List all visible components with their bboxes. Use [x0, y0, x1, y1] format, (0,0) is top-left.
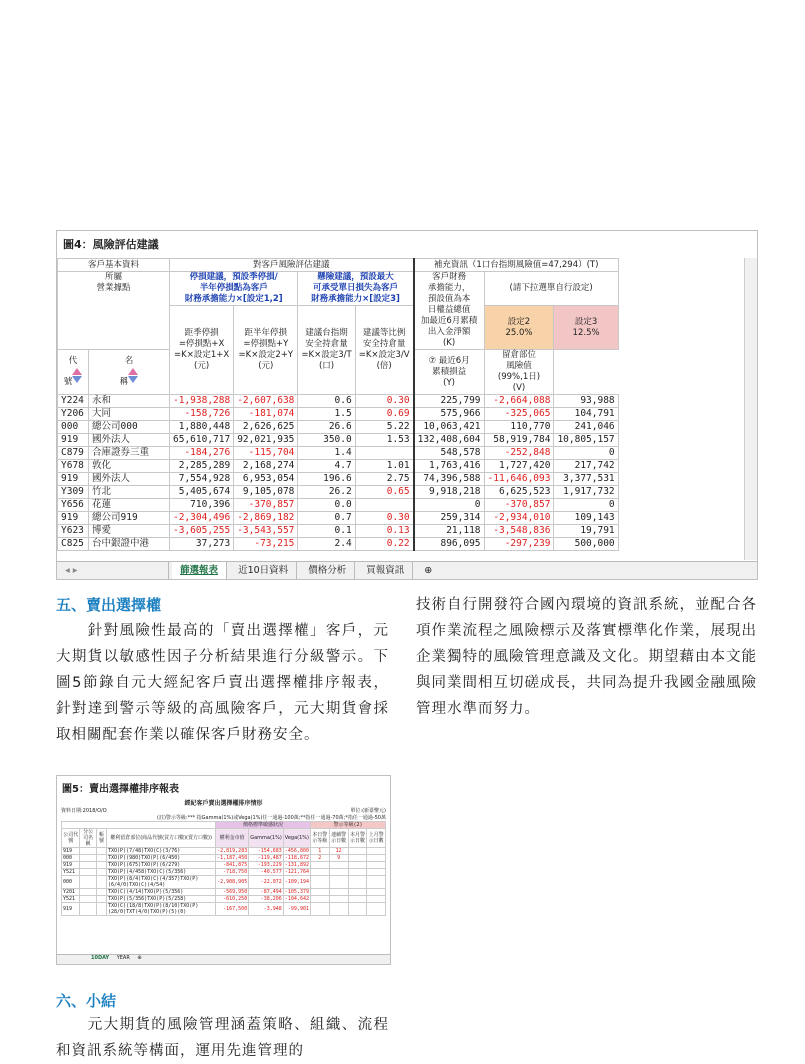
- header-name: 名 稱: [89, 350, 170, 395]
- cell-c6: 1,727,420: [484, 460, 554, 473]
- cell-name: 博愛: [89, 525, 170, 538]
- cell-c7: 500,000: [554, 538, 618, 551]
- cell-c3: 350.0: [298, 434, 355, 447]
- cell-c2: -2,869,182: [234, 512, 298, 525]
- col-header: 上月警示日數: [367, 829, 386, 848]
- cell-b: [329, 896, 348, 903]
- group-eval: 對客戶風險評估建議: [170, 259, 414, 272]
- cell-c5: 1,763,416: [414, 460, 484, 473]
- cell-c2: -73,215: [234, 538, 298, 551]
- header-c3: 建議台指期 安全持倉量 =K×設定3/T (口): [298, 306, 355, 395]
- cell-v: -105,379: [284, 889, 309, 895]
- table-row[interactable]: [62, 848, 386, 855]
- cell-c3: 1.4: [298, 447, 355, 460]
- cell-c2: -3,543,557: [234, 525, 298, 538]
- sort-arrows-icon[interactable]: [72, 367, 82, 384]
- cell-c4: [355, 447, 413, 460]
- cell-c7: 93,988: [554, 395, 618, 408]
- cell-v: -131,892: [284, 862, 309, 868]
- cell-prem: -841,875: [216, 862, 249, 869]
- cell-c4: [355, 499, 413, 512]
- cell-co: 919: [62, 862, 80, 869]
- cell-c2: 92,021,935: [234, 434, 298, 447]
- report-unit: 單位:(新臺幣元): [350, 808, 386, 814]
- table-row[interactable]: [58, 447, 619, 460]
- cell-c7: 10,805,157: [554, 434, 618, 447]
- cell-c7: 217,742: [554, 460, 618, 473]
- cell-acct: [96, 896, 106, 903]
- cell-c3: 2.4: [298, 538, 355, 551]
- cell-name: 台中銀證中港: [89, 538, 170, 551]
- cell-prem: -718,750: [216, 869, 249, 876]
- table-row[interactable]: [62, 896, 386, 903]
- col-header: 權利留倉部位(商品代號(買方口數)(賣方口數)): [107, 829, 216, 848]
- cell-c4: 1.01: [355, 460, 413, 473]
- cell-a: [310, 862, 329, 869]
- tab-filter-report[interactable]: 篩選報表: [172, 562, 227, 579]
- table-row[interactable]: [58, 473, 619, 486]
- cell-c2: -181,074: [234, 408, 298, 421]
- col-header: Vega(1%): [283, 829, 310, 848]
- table-row[interactable]: [62, 876, 386, 889]
- cell-name: 合庫證券三重: [89, 447, 170, 460]
- cell-a: [310, 876, 329, 889]
- cell-a: 2: [310, 855, 329, 862]
- cell-l: [367, 848, 386, 855]
- report-legend: (註)警示等級:*** 指Gamma(1%)或Vega(1%)任一通過-100萬;**指任一通過-70萬;*指任一通過-50萬: [157, 815, 386, 821]
- figure-5-tabs: [57, 954, 390, 964]
- cell-m: [348, 889, 367, 896]
- cell-pos: TXO(C)(4/14)TXO(P)(5/356): [107, 889, 216, 896]
- cell-c5: 225,799: [414, 395, 484, 408]
- cell-c2: -2,607,638: [234, 395, 298, 408]
- cell-c2: 9,105,078: [234, 486, 298, 499]
- sheet-tabs: [57, 561, 757, 579]
- cell-c5: 21,118: [414, 525, 484, 538]
- cell-code: C825: [58, 538, 89, 551]
- cell-pos: TXO(C)(18/8)TXO(P)(8/10)TXO(P)(28/0)TXT(4/0)TXO(P)(5)(0): [107, 903, 216, 916]
- cell-c7: 241,046: [554, 421, 618, 434]
- cell-b: [329, 862, 348, 869]
- report-meta: [61, 807, 386, 814]
- cell-pos: TXO(P)(8/4)TXO(C)(4/357)TXO(P)(6/4/0)TXO(C)(4/54): [107, 876, 216, 889]
- header-code: 代 號: [58, 350, 89, 395]
- cell-l: [367, 876, 386, 889]
- cell-c1: 710,396: [170, 499, 234, 512]
- cell-c6: -252,848: [484, 447, 554, 460]
- section-5-paragraph-left: 針對風險性最高的「賣出選擇權」客戶，元大期貨以敏感性因子分析結果進行分級警示。下圖5節錄自元大經紀客戶賣出選擇權排序報表，針對達到警示等級的高風險客戶，元大期貨會採取相關配套作業以確保客戶財務安全。: [56, 623, 389, 743]
- cell-acct: [96, 862, 106, 869]
- table-row[interactable]: [58, 486, 619, 499]
- cell-name: 竹北: [89, 486, 170, 499]
- cell-c2: 2,168,274: [234, 460, 298, 473]
- cell-m: [348, 855, 367, 862]
- cell-m: [348, 848, 367, 855]
- cell-acct: [96, 855, 106, 862]
- header-c7: 留倉部位 風險值 (99%,1日) (V): [484, 350, 554, 395]
- cell-c1: 1,880,448: [170, 421, 234, 434]
- cell-g: -40,577: [249, 869, 284, 876]
- cell-v: -99,901: [283, 903, 310, 916]
- cell-c5: 259,314: [414, 512, 484, 525]
- cell-l: [367, 896, 386, 903]
- cell-c3: 0.0: [298, 499, 355, 512]
- cell-c3: 4.7: [298, 460, 355, 473]
- cell-name: 敦化: [89, 460, 170, 473]
- cell-c6: -2,934,010: [484, 512, 554, 525]
- cell-c6: -11,646,093: [484, 473, 554, 486]
- col-header: 本日警示等級: [310, 829, 329, 848]
- cell-c5: 10,063,421: [414, 421, 484, 434]
- cell-prem: -167,500: [216, 903, 249, 916]
- cell-name: 花蓮: [89, 499, 170, 512]
- cell-c6: -3,548,836: [484, 525, 554, 538]
- cell-g: -22,072: [249, 876, 284, 889]
- cell-name: 國外法人: [89, 473, 170, 486]
- cell-code: 919: [58, 434, 89, 447]
- cell-c3: 196.6: [298, 473, 355, 486]
- cell-acct: [96, 889, 106, 896]
- group-extra: 補充資訊（1口台指期風險值=47,294）(T): [414, 259, 619, 272]
- figure-5-sheet: [61, 798, 386, 916]
- section-5-heading: 五、賣出選擇權: [56, 596, 162, 614]
- cell-prem: -610,250: [216, 896, 249, 903]
- cell-c1: -184,276: [170, 447, 234, 460]
- cell-c6: 6,625,523: [484, 486, 554, 499]
- cell-c1: -2,304,496: [170, 512, 234, 525]
- cell-prem: -569,950: [216, 889, 249, 896]
- cell-c1: 37,273: [170, 538, 234, 551]
- sort-arrows-icon[interactable]: [128, 367, 138, 384]
- header-dept: 所屬 營業據點: [58, 272, 170, 350]
- cell-co: Y521: [62, 896, 80, 903]
- cell-c6: 110,770: [484, 421, 554, 434]
- cell-c2: -115,704: [234, 447, 298, 460]
- cell-a: [310, 903, 329, 916]
- figure-4: [56, 230, 758, 580]
- cell-c5: 548,578: [414, 447, 484, 460]
- cell-c3: 26.2: [298, 486, 355, 499]
- cell-g: -154,683: [249, 848, 284, 855]
- cell-c1: 5,405,674: [170, 486, 234, 499]
- cell-div: [80, 903, 96, 916]
- cell-v: -109,194: [283, 876, 310, 889]
- table-row[interactable]: [58, 512, 619, 525]
- header-c6: ⑦ 最近6月 累積損益 (Y): [414, 350, 484, 395]
- table-row[interactable]: [62, 855, 386, 862]
- col-header: 本月警示日數: [348, 829, 367, 848]
- cell-l: [367, 889, 386, 896]
- tab-price-analysis[interactable]: 價格分析: [300, 562, 355, 579]
- sell-option-table: [61, 821, 386, 916]
- report-date: 資料日期:2018/O/O: [61, 808, 107, 814]
- cell-a: [310, 889, 329, 896]
- cell-b: [329, 903, 348, 916]
- cell-code: Y623: [58, 525, 89, 538]
- cell-c3: 0.6: [298, 395, 355, 408]
- cell-c5: 74,396,588: [414, 473, 484, 486]
- cell-pos: TXO(P)(4/458)TXO(C)(5/356): [107, 869, 216, 876]
- cell-c6: -370,857: [484, 499, 554, 512]
- figure-5-title: 圖5：賣出選擇權排序報表: [62, 784, 179, 795]
- cell-div: [80, 862, 96, 869]
- cell-b: [329, 869, 348, 876]
- cell-c4: 0.22: [355, 538, 413, 551]
- cell-c4: 0.69: [355, 408, 413, 421]
- cell-g: -38,206: [249, 896, 284, 903]
- cell-c1: -158,726: [170, 408, 234, 421]
- cell-m: [348, 862, 367, 869]
- cell-c1: 2,285,289: [170, 460, 234, 473]
- cell-c6: 58,919,784: [484, 434, 554, 447]
- cell-co: 000: [62, 855, 80, 862]
- cell-l: [367, 903, 386, 916]
- add-sheet-icon[interactable]: ⊕: [424, 565, 433, 576]
- cell-c1: -1,938,288: [170, 395, 234, 408]
- cell-co: Y201: [62, 889, 80, 896]
- cell-c4: 1.53: [355, 434, 413, 447]
- cell-acct: [96, 876, 106, 889]
- header-c4: 建議等比例 安全持倉量 =K×設定3/V (倍): [355, 306, 413, 395]
- cell-c1: -3,605,255: [170, 525, 234, 538]
- alert-group-header: 警示等級(2): [310, 822, 385, 829]
- cell-b: [329, 876, 348, 889]
- cell-code: 919: [58, 473, 89, 486]
- table-row[interactable]: [58, 460, 619, 473]
- cell-co: 000: [62, 876, 80, 889]
- cell-c5: 9,918,218: [414, 486, 484, 499]
- cell-pos: TXO(P)(5/356)TXO(P)(5/258): [107, 896, 216, 903]
- table-row[interactable]: [62, 869, 386, 876]
- cell-co: Y521: [62, 869, 80, 876]
- cell-code: Y309: [58, 486, 89, 499]
- cell-div: [80, 869, 96, 876]
- header-c2: 距半年停損 =停損點+Y =K×設定2+Y (元): [234, 306, 298, 395]
- cell-b: [329, 889, 348, 896]
- cell-code: 000: [58, 421, 89, 434]
- cell-c4: 0.30: [355, 512, 413, 525]
- cell-g: -3,948: [249, 903, 284, 916]
- cell-c7: 0: [554, 447, 618, 460]
- cell-prem: -2,819,283: [217, 848, 248, 854]
- header-hang-advice: 懸險建議，預設最大 可承受單日損失為客戶 財務承擔能力×[設定3]: [298, 272, 414, 306]
- cell-v: -118,672: [284, 855, 309, 861]
- cell-c2: 2,626,625: [234, 421, 298, 434]
- cell-code: Y678: [58, 460, 89, 473]
- table-row[interactable]: [62, 889, 386, 896]
- tab-buy-info[interactable]: 買報資訊: [358, 562, 413, 579]
- cell-code: C879: [58, 447, 89, 460]
- cell-v: -104,642: [284, 896, 309, 902]
- cell-acct: [96, 903, 106, 916]
- cell-v: -121,764: [284, 869, 309, 875]
- cell-m: [348, 869, 367, 876]
- cell-div: [80, 876, 96, 889]
- cell-a: [310, 869, 329, 876]
- risk-evaluation-table: [57, 258, 619, 551]
- header-capacity: 客戶財務 承擔能力， 預設值為本 日權益總值 加最近6月累積 出入金淨額 (K): [414, 272, 484, 350]
- cell-c5: 132,408,604: [414, 434, 484, 447]
- table-row[interactable]: [58, 525, 619, 538]
- cell-c7: 3,377,531: [554, 473, 618, 486]
- cell-c5: 896,095: [414, 538, 484, 551]
- cell-pos: TXO(P)(7/48)TXO(C)(3/76): [107, 848, 216, 855]
- cell-l: [367, 862, 386, 869]
- cell-co: 919: [62, 903, 80, 916]
- cell-c6: -297,239: [484, 538, 554, 551]
- cell-c4: 2.75: [355, 473, 413, 486]
- cell-c7: 1,917,732: [554, 486, 618, 499]
- cell-g: -119,487: [249, 855, 284, 862]
- cell-name: 總公司919: [89, 512, 170, 525]
- cell-name: 國外法人: [89, 434, 170, 447]
- cell-g: -193,229: [249, 862, 284, 869]
- cell-code: Y206: [58, 408, 89, 421]
- table-row[interactable]: [58, 499, 619, 512]
- cell-div: [80, 889, 96, 896]
- cell-code: 919: [58, 512, 89, 525]
- cell-c5: 575,966: [414, 408, 484, 421]
- table-row[interactable]: [58, 408, 619, 421]
- cell-c7: 109,143: [554, 512, 618, 525]
- cell-div: [80, 896, 96, 903]
- cell-name: 永和: [89, 395, 170, 408]
- vertical-scrollbar[interactable]: [744, 258, 757, 560]
- cell-name: 總公司000: [89, 421, 170, 434]
- figure-4-title: 圖4：風險評估建議: [63, 238, 159, 251]
- cell-c4: 0.65: [355, 486, 413, 499]
- col-header: 連續警示日數: [329, 829, 348, 848]
- section-6-paragraph: 元大期貨的風險管理涵蓋策略、組織、流程和資訊系統等構面，運用先進管理的: [56, 1017, 389, 1059]
- col-header: 公司代號: [62, 829, 80, 848]
- cell-pos: TXO(P)(675)TXO(P)(6/279): [107, 862, 216, 869]
- table-row[interactable]: [58, 421, 619, 434]
- report-title: 經紀客戶賣出選擇權排序情形: [184, 800, 263, 807]
- section-6-heading: 六、小結: [56, 992, 117, 1010]
- cell-pos: TXO(P)(980)TXO(P)(6/450): [107, 855, 216, 862]
- cell-c7: 19,791: [554, 525, 618, 538]
- cell-prem: -1,187,450: [217, 855, 248, 861]
- section-5-paragraph-right: 技術自行開發符合國內環境的資訊系統，並配合各項作業流程之風險標示及落實標準化作業，展現出企業獨特的風險管理意識及文化。期望藉由本文能與同業間相互切磋成長，共同為提升我國金融風險管理水準而努力。: [416, 597, 757, 717]
- figure-5: [56, 775, 391, 965]
- cell-code: Y656: [58, 499, 89, 512]
- cell-m: [348, 903, 367, 916]
- cell-c4: 0.13: [355, 525, 413, 538]
- cell-c4: 0.30: [355, 395, 413, 408]
- cell-v: -456,800: [284, 848, 309, 854]
- cell-c1: 65,610,717: [170, 434, 234, 447]
- setting-2-cell[interactable]: 設定2 25.0%: [484, 306, 554, 350]
- cell-code: Y224: [58, 395, 89, 408]
- cell-b: 12: [329, 848, 348, 855]
- cell-c3: 0.7: [298, 512, 355, 525]
- add-sheet-icon[interactable]: ⊕: [137, 955, 142, 961]
- cell-div: [80, 848, 96, 855]
- cell-div: [80, 855, 96, 862]
- cell-c1: 7,554,928: [170, 473, 234, 486]
- cell-c3: 0.1: [298, 525, 355, 538]
- col-header: 權利金市值: [216, 829, 249, 848]
- cell-m: [348, 896, 367, 903]
- table-row[interactable]: [58, 434, 619, 447]
- cell-a: [310, 896, 329, 903]
- cell-l: [367, 869, 386, 876]
- table-row[interactable]: [58, 395, 619, 408]
- blank-group: [62, 822, 216, 829]
- cell-c2: -370,857: [234, 499, 298, 512]
- tab-year[interactable]: YEAR: [116, 955, 130, 961]
- cell-c7: 104,791: [554, 408, 618, 421]
- group-basic: 客戶基本資料: [58, 259, 170, 272]
- table-row[interactable]: [58, 538, 619, 551]
- cell-c6: -2,664,088: [484, 395, 554, 408]
- tab-10day[interactable]: 10DAY: [91, 955, 110, 961]
- cell-c2: 6,953,054: [234, 473, 298, 486]
- cell-m: [348, 876, 367, 889]
- cell-name: 大同: [89, 408, 170, 421]
- setting-3-cell[interactable]: 設定3 12.5%: [554, 306, 618, 350]
- cell-l: [367, 855, 386, 862]
- table-row[interactable]: [62, 862, 386, 869]
- cell-co: 919: [62, 848, 80, 855]
- risk-table-wrapper: [57, 258, 743, 551]
- cell-c3: 1.5: [298, 408, 355, 421]
- col-header: 分公司名稱: [80, 829, 96, 848]
- cell-acct: [96, 869, 106, 876]
- cell-c4: 5.22: [355, 421, 413, 434]
- cell-b: 9: [329, 855, 348, 862]
- cell-prem: -2,908,905: [216, 876, 249, 889]
- sensitivity-group-header: 價格標準敏感狀況: [216, 822, 311, 829]
- cell-c3: 26.6: [298, 421, 355, 434]
- table-row[interactable]: [62, 903, 386, 916]
- cell-c5: 0: [414, 499, 484, 512]
- col-header: Gamma(1%): [249, 829, 284, 848]
- header-c1: 距季停損 =停損點+X =K×設定1+X (元): [170, 306, 234, 395]
- header-pulldown: (請下拉選單自行設定): [484, 272, 618, 306]
- tab-10-day[interactable]: 近10日資料: [230, 562, 297, 579]
- tab-nav-arrows[interactable]: ◂ ▸: [57, 562, 169, 579]
- cell-c7: 0: [554, 499, 618, 512]
- cell-acct: [96, 848, 106, 855]
- header-stop-advice: 停損建議，預設季停損/ 半年停損點為客戶 財務承擔能力×[設定1,2]: [170, 272, 298, 306]
- cell-c6: -325,065: [484, 408, 554, 421]
- col-header: 帳號: [96, 829, 106, 848]
- cell-g: -87,494: [249, 889, 284, 896]
- cell-a: 1: [310, 848, 329, 855]
